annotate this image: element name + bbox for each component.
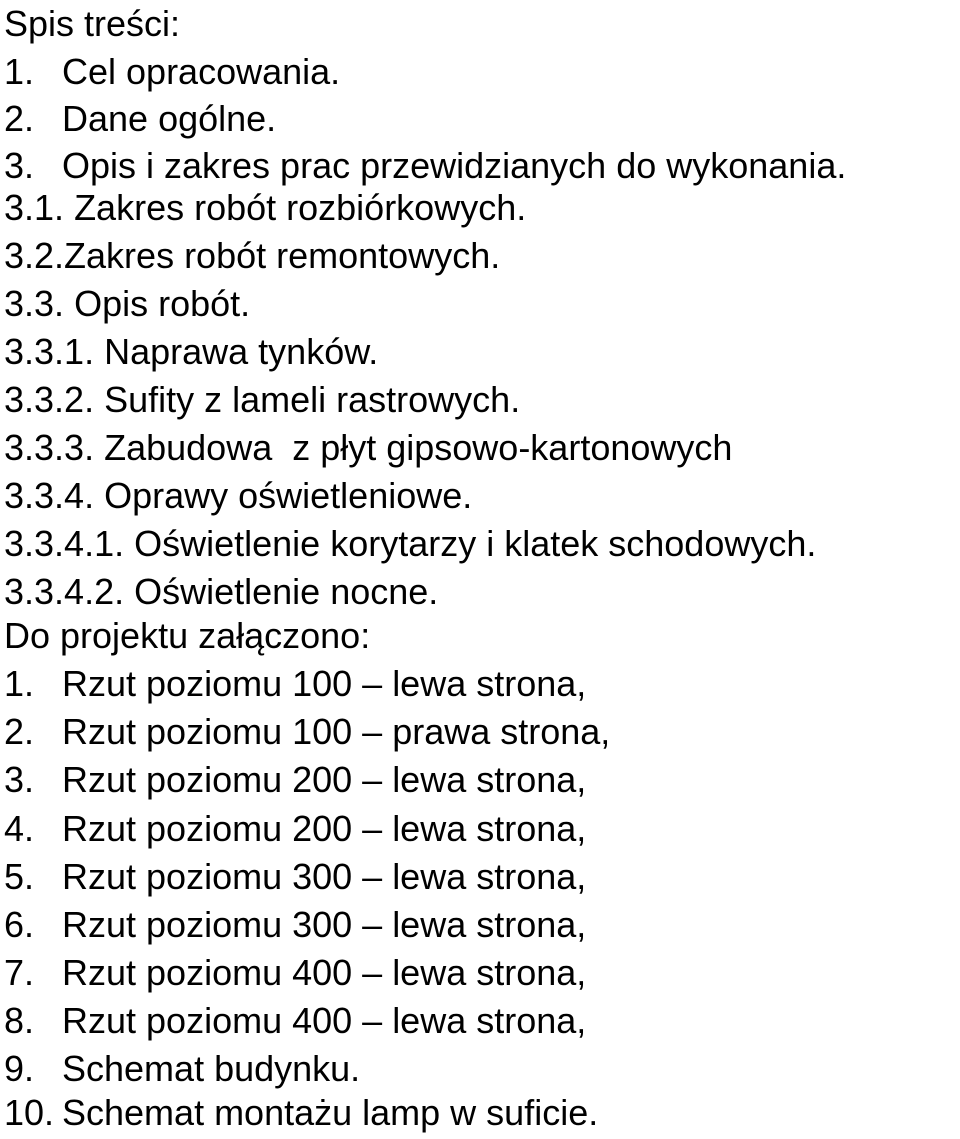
toc-item-number: 2.: [4, 98, 35, 139]
toc-item-text: Naprawa tynków.: [104, 331, 379, 372]
attachment-item-text: Schemat budynku.: [62, 1048, 361, 1089]
attachment-item-number: 10.: [4, 1092, 55, 1133]
toc-item-number: 3.3.2.: [4, 379, 95, 420]
attachment-item-text: Rzut poziomu 100 – lewa strona,: [62, 663, 587, 704]
toc-item: [4, 328, 378, 376]
attachment-item-number: 9.: [4, 1048, 35, 1089]
attachment-item: [4, 997, 586, 1045]
toc-item: [4, 280, 250, 328]
toc-item: [4, 95, 276, 143]
toc-item-text: Opis robót.: [74, 283, 251, 324]
attachment-item: [4, 708, 610, 756]
attachment-item-number: 5.: [4, 856, 35, 897]
attachment-item-number: 3.: [4, 759, 35, 800]
attachments-heading: Do projektu załączono:: [4, 615, 371, 656]
toc-item-text: Dane ogólne.: [62, 98, 277, 139]
attachment-item-text: Rzut poziomu 400 – lewa strona,: [62, 952, 587, 993]
attachment-item-text: Rzut poziomu 300 – lewa strona,: [62, 856, 587, 897]
toc-item-number: 3.3.4.: [4, 475, 95, 516]
attachment-item: [4, 756, 586, 804]
toc-item-number: 3.3.4.2.: [4, 571, 125, 612]
toc-item-number: 3.3.1.: [4, 331, 95, 372]
attachment-item-number: 4.: [4, 808, 35, 849]
toc-item-number: 3.1.: [4, 187, 65, 228]
toc-item-number: 3.2.: [4, 235, 65, 276]
toc-item-text: Oświetlenie korytarzy i klatek schodowych.: [134, 523, 817, 564]
toc-item-text: Oprawy oświetleniowe.: [104, 475, 473, 516]
attachment-item: [4, 1045, 360, 1093]
toc-item-text: Opis i zakres prac przewidzianych do wykonania.: [62, 145, 847, 186]
toc-item-text: Cel opracowania.: [62, 51, 341, 92]
toc-item-text: Zabudowa z płyt gipsowo-kartonowych: [104, 427, 733, 468]
toc-item: [4, 376, 520, 424]
toc-item: [4, 232, 500, 280]
attachment-item-text: Rzut poziomu 300 – lewa strona,: [62, 904, 587, 945]
toc-item: [4, 184, 526, 232]
attachment-item-text: Schemat montażu lamp w suficie.: [62, 1092, 599, 1133]
attachment-item-number: 6.: [4, 904, 35, 945]
toc-item-text: Zakres robót rozbiórkowych.: [74, 187, 527, 228]
toc-item-number: 3.: [4, 145, 35, 186]
attachment-item-text: Rzut poziomu 200 – lewa strona,: [62, 759, 587, 800]
attachment-item-number: 1.: [4, 663, 35, 704]
attachment-item: [4, 949, 586, 997]
attachment-item: [4, 1089, 598, 1137]
toc-item: [4, 48, 340, 96]
attachment-item-number: 8.: [4, 1000, 35, 1041]
attachment-item-text: Rzut poziomu 200 – lewa strona,: [62, 808, 587, 849]
attachment-item: [4, 853, 586, 901]
attachment-item-number: 7.: [4, 952, 35, 993]
toc-item-number: 3.3.3.: [4, 427, 95, 468]
attachment-item: [4, 805, 586, 853]
toc-item-text: Zakres robót remontowych.: [64, 235, 501, 276]
toc-item-number: 3.3.: [4, 283, 65, 324]
toc-item: [4, 472, 472, 520]
toc-item: [4, 142, 846, 190]
toc-item-text: Oświetlenie nocne.: [134, 571, 439, 612]
attachment-item: [4, 901, 586, 949]
toc-heading: Spis treści:: [4, 3, 181, 44]
toc-item: [4, 424, 732, 472]
attachment-item-text: Rzut poziomu 400 – lewa strona,: [62, 1000, 587, 1041]
attachment-item-number: 2.: [4, 711, 35, 752]
attachment-item: [4, 660, 586, 708]
toc-item-number: 1.: [4, 51, 35, 92]
toc-item-text: Sufity z lameli rastrowych.: [104, 379, 521, 420]
attachment-item-text: Rzut poziomu 100 – prawa strona,: [62, 711, 611, 752]
toc-item: [4, 520, 816, 568]
toc-item: [4, 568, 438, 616]
toc-item-number: 3.3.4.1.: [4, 523, 125, 564]
